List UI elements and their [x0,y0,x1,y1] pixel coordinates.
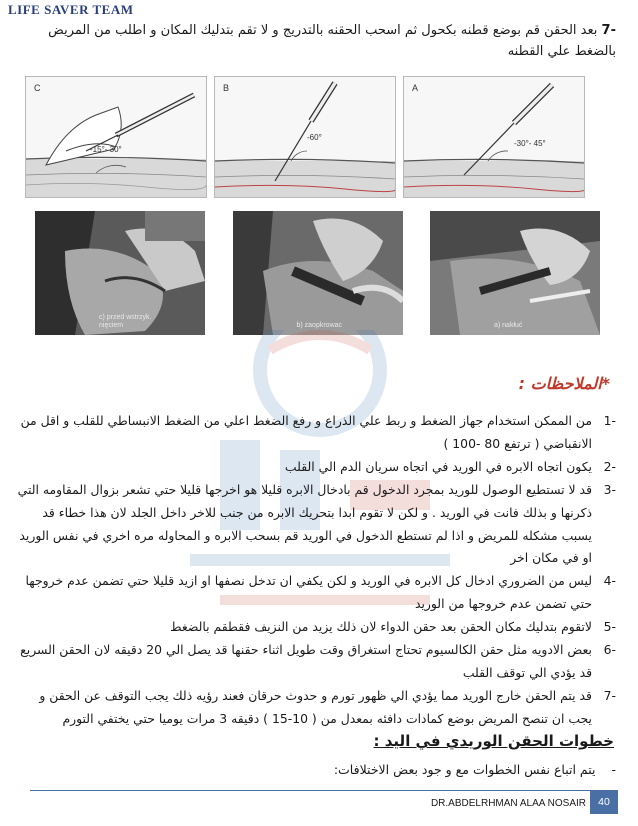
note-number: -3 [603,481,616,497]
diagram-a-letter: A [412,83,419,93]
diagram-c-illustration [26,77,206,197]
note-number: -6 [603,642,616,658]
bullet-text: يتم اتباع نفس الخطوات مع و جود بعض الاختلافات: [333,762,596,777]
photo-b [233,211,403,335]
photo-b-caption: b) zaopkrowac [296,322,343,329]
page-number: 40 [590,790,618,814]
note-item [16,639,616,685]
step-7-text: بعد الحقن قم بوضع قطنه بكحول ثم اسحب الحقنه بالتدريج و لا تقم بتدليك المكان و اطلب من المريض بالضغط علي القطنه [48,23,616,59]
diagram-a-angle: -30°- 45° [514,139,546,148]
note-number: -1 [603,413,616,428]
section-title: خطوات الحقن الوريدي في اليد : [373,732,614,750]
note-text: من الممكن استخدام جهاز الضغط و ربط علي الذراع و رفع الضغط اعلي من الضغط الانبساطي للقلب و اقل من الانقباضي ( ترتفع 80 -100 ) [20,413,592,451]
note-number: -5 [603,619,616,635]
note-item [16,479,616,571]
note-number: -7 [603,687,616,703]
diagram-a [403,76,585,198]
note-item [16,685,616,731]
photo-c-caption: c) przed wstrzyk. nięciem [99,314,152,329]
note-text: بعض الادويه مثل حقن الكالسيوم تحتاج استغراق وقت طويل اثناء حقنها قد يصل الي 20 دقيقه لان الحقن السريع قد يؤدي الي توقف القلب [20,642,592,680]
note-number: -4 [603,573,616,589]
diagram-c-letter: C [34,83,41,93]
diagram-a-illustration [404,77,584,197]
photo-b-image [233,211,403,335]
note-item [16,410,616,456]
needle-angle-diagrams [25,76,585,196]
photo-c [35,211,205,335]
note-item [16,616,616,639]
note-text: لاتقوم بتدليك مكان الحقن بعد حقن الدواء لان ذلك يزيد من النزيف فقطقم بالضغط [170,619,592,635]
diagram-b-angle: -60° [307,133,322,142]
diagram-c-angle: -15°- 30° [90,145,122,154]
notes-list [16,410,616,731]
step-7-paragraph [31,20,616,62]
diagram-b [214,76,396,198]
header-brand: LIFE SAVER TEAM [8,2,134,17]
diagram-b-letter: B [223,83,230,93]
note-text: ليس من الضروري ادخال كل الابره في الوريد و لكن يكفي ان تدخل نصفها او ازيد قليلا حتي تضمن عدم خروجها حتي تضمن عدم خروجها من الوريد [25,573,592,612]
note-number: -2 [603,458,616,474]
footer-author: DR.ABDELRHMAN ALAA NOSAIR [430,798,586,809]
step-7-number: -7 [601,23,616,38]
notes-title: *الملاحظات : [518,374,610,393]
note-text: يكون اتجاه الابره في الوريد في اتجاه سريان الدم الي القلب [284,458,592,474]
diagram-c [25,76,207,198]
note-text: قد يتم الحقن خارج الوريد مما يؤدي الي ظهور تورم و حدوث حرقان فعند رؤيه ذلك يجب التوقف عن الحقن و يجب ان تنصح المريض بوضع كمادات دافئه بمعدل من ( 10-15 ) دقيقه 3 مرات يوميا حتي يختفي التورم [39,687,592,726]
photo-a-image [430,211,600,335]
photo-a [430,211,600,335]
bullet-dash: - [611,762,616,777]
footer-rule [30,790,608,791]
procedure-photos [35,211,600,335]
photo-a-caption: a) nakłuć [494,322,523,329]
note-item [16,570,616,616]
section-bullet [56,760,616,780]
note-text: قد لا تستطيع الوصول للوريد بمجرد الدخول قم بادخال الابره قليلا هو اخرجها قليلا حتي تشعر بزوال المقاومه التي ذكرنها و بذلك فانت في الوريد . و لكن لا تقوم ابدا بتحريك الابره من جنب للاخر داخل الجلد لان هذا خطاء قد يسبب مشكله للمريض و اذا لم تستطع الدخول في الوريد قم بسحب الابره و المحاوله مره اخري في نفس الوريد او في مكان اخر [17,481,592,566]
note-item [16,456,616,479]
diagram-b-illustration [215,77,395,197]
